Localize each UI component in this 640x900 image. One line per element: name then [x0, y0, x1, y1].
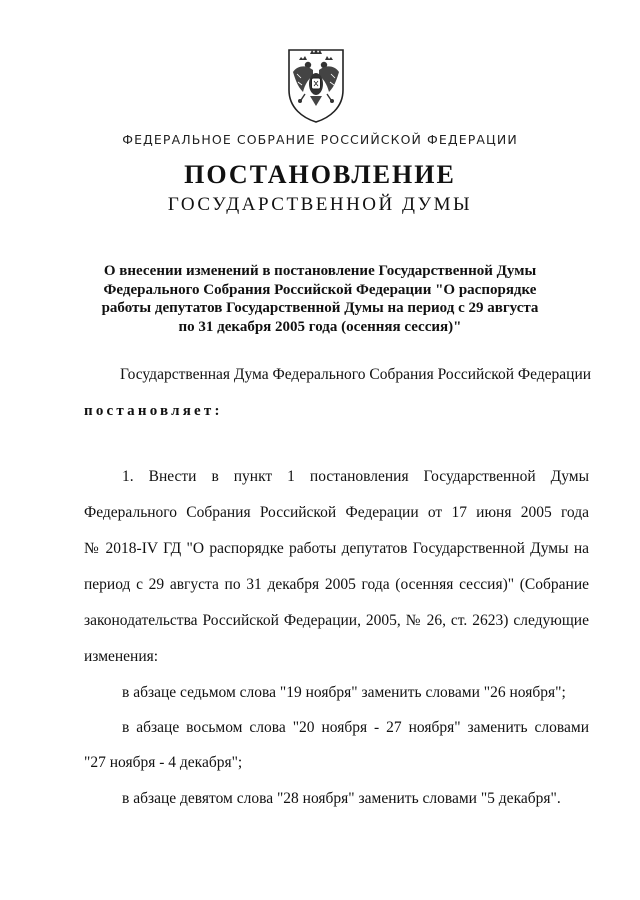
document-title [90, 262, 550, 336]
coat-of-arms-icon [283, 44, 349, 124]
document-issuer: ГОСУДАРСТВЕННОЙ ДУМЫ [167, 194, 473, 215]
body-line: 1. Внести в пункт 1 постановления Государственной Думы [122, 468, 589, 485]
change-item-continuation: "27 ноября - 4 декабря"; [84, 754, 243, 771]
body-line: № 2018-IV ГД "О распорядке работы депутатов Государственной Думы на [84, 540, 589, 557]
change-item: в абзаце седьмом слова "19 ноября" заменить словами "26 ноября"; [122, 684, 566, 701]
title-line: работы депутатов Государственной Думы на период с 29 августа [101, 300, 539, 316]
title-line: Федерального Собрания Российской Федерации "О распорядке [103, 281, 537, 298]
title-line: О внесении изменений в постановление Государственной Думы [103, 263, 537, 279]
body-line: изменения: [84, 648, 159, 665]
organization-line: ФЕДЕРАЛЬНОЕ СОБРАНИЕ РОССИЙСКОЙ ФЕДЕРАЦИИ [122, 132, 518, 147]
preamble: Государственная Дума Федерального Собрания Российской Федерации [120, 366, 592, 383]
body-line: Федерального Собрания Российской Федерации от 17 июня 2005 года [84, 504, 589, 521]
document-type: ПОСТАНОВЛЕНИЕ [184, 160, 456, 189]
change-item: в абзаце восьмом слова "20 ноября - 27 ноября" заменить словами [122, 719, 589, 736]
change-item: в абзаце девятом слова "28 ноября" заменить словами "5 декабря". [122, 790, 561, 807]
body-line: законодательства Российской Федерации, 2005, № 26, ст. 2623) следующие [84, 612, 589, 629]
body-line: период с 29 августа по 31 декабря 2005 года (осенняя сессия)" (Собрание [84, 576, 589, 593]
title-line: по 31 декабря 2005 года (осенняя сессия)" [178, 318, 462, 335]
decree-word: постановляет: [84, 403, 223, 419]
